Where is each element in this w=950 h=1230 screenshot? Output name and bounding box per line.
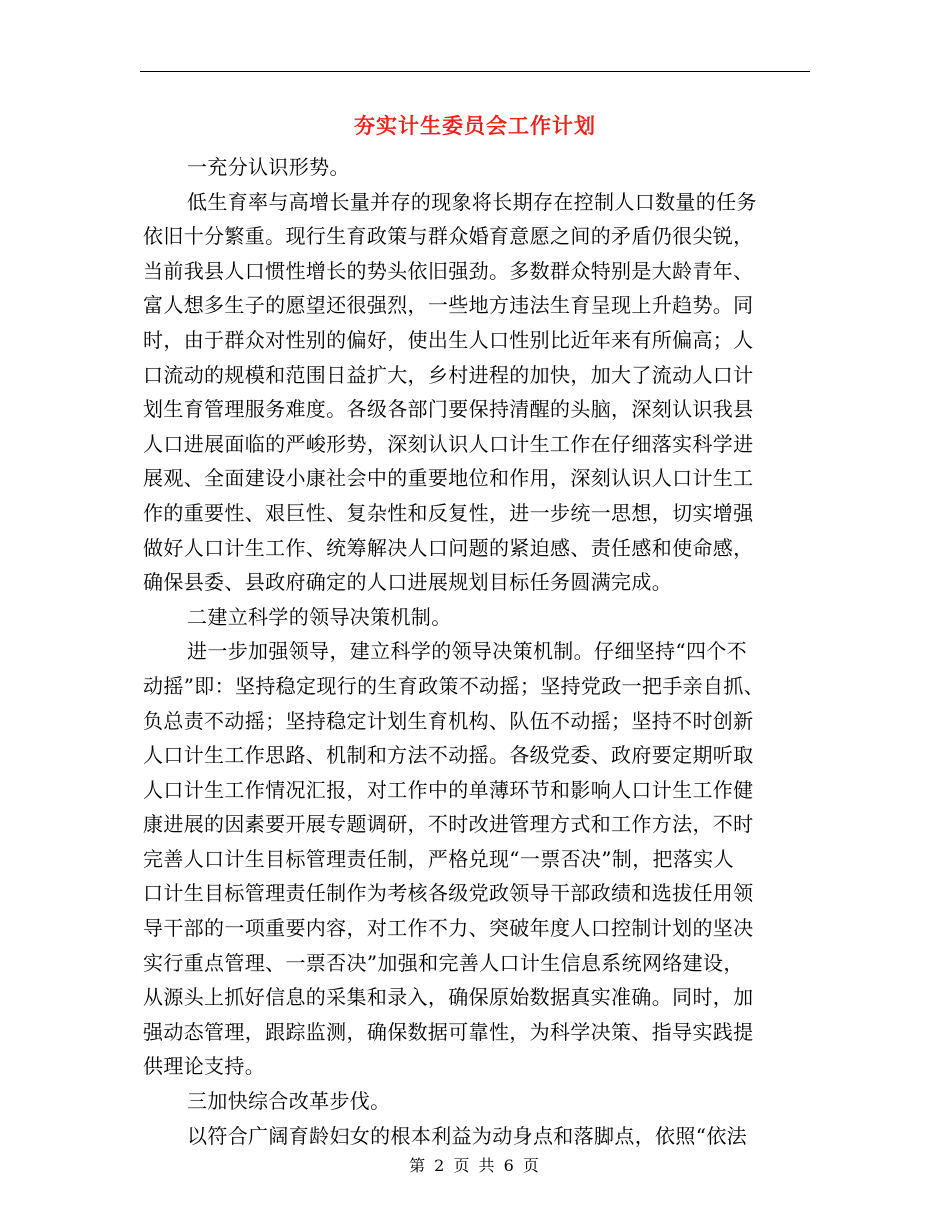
text-line: 当前我县人口惯性增长的势头依旧强劲。多数群众特别是大龄青年、 (143, 258, 754, 283)
text-line: 负总责不动摇；坚持稳定计划生育机构、队伍不动摇；坚持不时创新 (143, 708, 754, 733)
text-line: 富人想多生子的愿望还很强烈，一些地方违法生育呈现上升趋势。同 (143, 293, 754, 318)
page-footer: 第 2 页 共 6 页 (409, 1156, 541, 1175)
text-line: 作的重要性、艰巨性、复杂性和反复性，进一步统一思想，切实增强 (143, 500, 754, 525)
document-body (143, 150, 807, 1153)
text-line: 强动态管理，跟踪监测，确保数据可靠性，为科学决策、指导实践提 (143, 1019, 754, 1044)
text-line: 进一步加强领导，建立科学的领导决策机制。仔细坚持“四个不 (187, 639, 748, 664)
text-line: 依旧十分繁重。现行生育政策与群众婚育意愿之间的矛盾仍很尖锐， (143, 224, 754, 249)
text-line: 二建立科学的领导决策机制。 (187, 604, 452, 629)
text-line: 一充分认识形势。 (187, 155, 350, 179)
document-title: 夯实计生委员会工作计划 (354, 114, 596, 138)
text-line: 康进展的因素要开展专题调研，不时改进管理方式和工作方法，不时 (143, 812, 754, 837)
text-line: 低生育率与高增长量并存的现象将长期存在控制人口数量的任务 (187, 189, 757, 214)
text-line: 完善人口计生目标管理责任制，严格兑现“一票否决”制，把落实人 (143, 846, 734, 871)
text-line: 三加快综合改革步伐。 (187, 1089, 391, 1114)
text-line: 展观、全面建设小康社会中的重要地位和作用，深刻认识人口计生工 (143, 466, 754, 491)
text-line: 供理论支持。 (143, 1054, 266, 1079)
text-line: 做好人口计生工作、统筹解决人口问题的紧迫感、责任感和使命感， (143, 535, 754, 560)
text-line: 从源头上抓好信息的采集和录入，确保原始数据真实准确。同时，加 (143, 985, 754, 1010)
text-line: 人口进展面临的严峻形势，深刻认识人口计生工作在仔细落实科学进 (143, 431, 754, 456)
text-line: 时，由于群众对性别的偏好，使出生人口性别比近年来有所偏高；人 (143, 327, 754, 352)
header-rule (140, 71, 810, 72)
text-line: 人口计生工作思路、机制和方法不动摇。各级党委、政府要定期听取 (143, 743, 754, 768)
text-line: 动摇”即：坚持稳定现行的生育政策不动摇；坚持党政一把手亲自抓、 (143, 673, 765, 698)
text-line: 以符合广阔育龄妇女的根本利益为动身点和落脚点，依照“依法 (187, 1123, 748, 1148)
text-line: 划生育管理服务难度。各级各部门要保持清醒的头脑，深刻认识我县 (143, 397, 754, 422)
text-line: 实行重点管理、一票否决”加强和完善人口计生信息系统网络建设， (143, 950, 744, 975)
text-line: 确保县委、县政府确定的人口进展规划目标任务圆满完成。 (143, 570, 673, 595)
text-line: 导干部的一项重要内容，对工作不力、突破年度人口控制计划的坚决 (143, 916, 754, 941)
text-line: 口计生目标管理责任制作为考核各级党政领导干部政绩和选拔任用领 (143, 881, 754, 906)
text-line: 人口计生工作情况汇报，对工作中的单薄环节和影响人口计生工作健 (143, 777, 754, 802)
text-line: 口流动的规模和范围日益扩大，乡村进程的加快，加大了流动人口计 (143, 362, 754, 387)
